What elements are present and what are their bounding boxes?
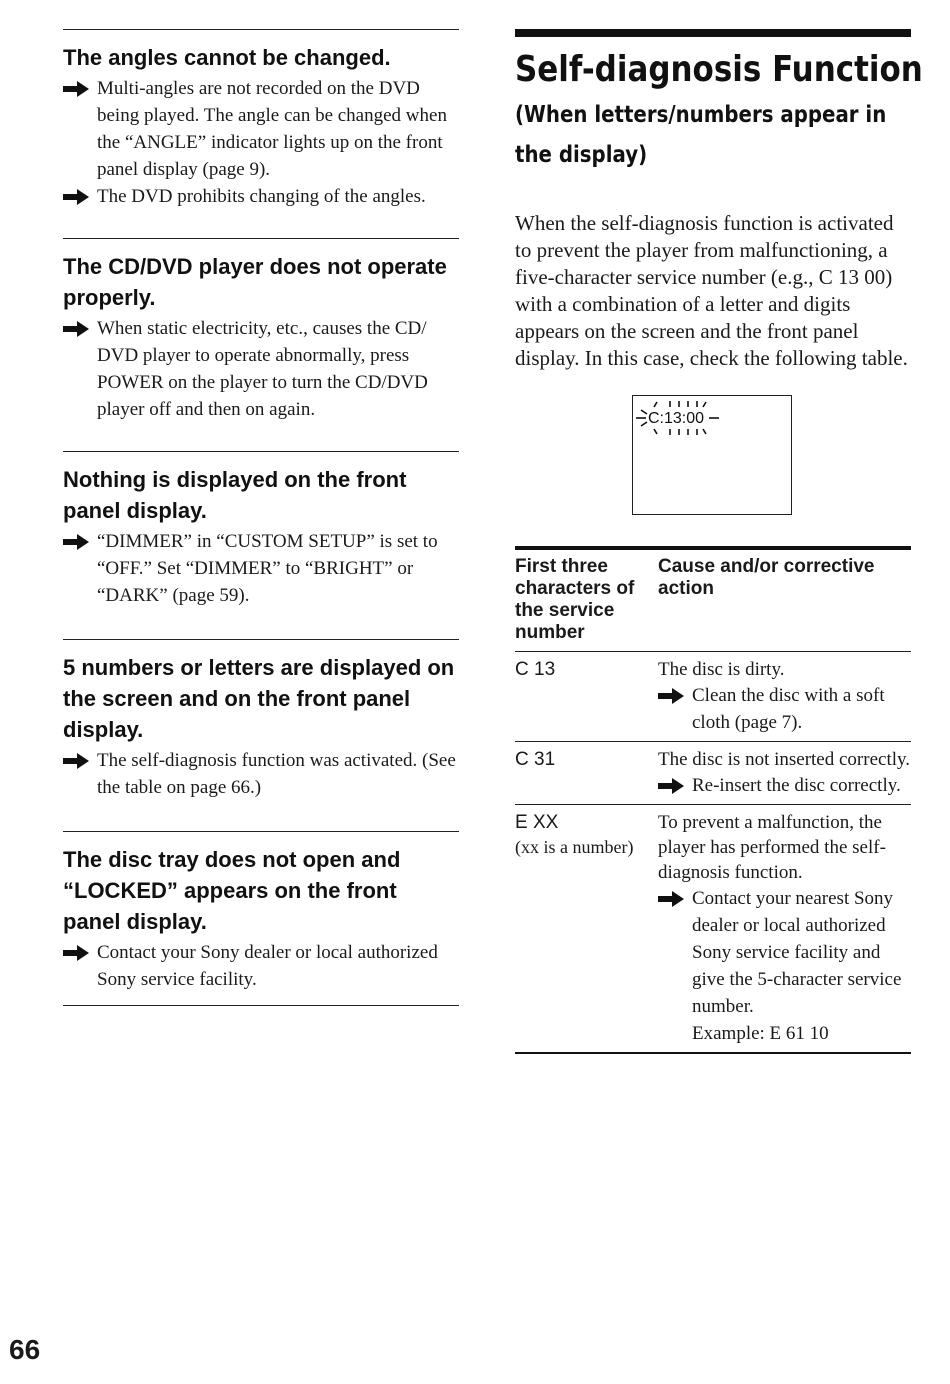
section-player-operation [63,238,459,451]
cause-text: The disc is dirty. [658,659,785,680]
page-title: Self-diagnosis Function [515,49,923,90]
solution-text: When static electricity, etc., causes the CD/ DVD player to operate abnormally, press POWER on the player to turn the CD/DVD player off and then on again. [97,318,428,420]
action-cell [658,805,911,1054]
action-text: Re-insert the disc correctly. [692,775,901,796]
cause-text: The disc is not inserted correctly. [658,749,911,770]
solution-text: Contact your Sony dealer or local authorized Sony service facility. [97,942,438,990]
right-arrow-icon [63,945,89,961]
service-code: E XX [515,812,559,833]
cause-text: To prevent a malfunction, the player has performed the self-diagnosis function. [658,812,886,883]
service-code-note: (xx is a number) [515,837,634,857]
page-subtitle: (When letters/numbers appear in the display) [515,102,887,168]
right-column [515,29,923,1054]
code-cell [515,652,658,742]
section-title: The disc tray does not open and “LOCKED” appears on the front panel display. [63,847,401,934]
action-text: Contact your nearest Sony dealer or local authorized Sony service facility and give the 5-character service number. [692,888,902,1017]
solution-item [63,75,459,183]
solution-item [63,183,459,238]
right-arrow-icon [63,534,89,550]
solution-item [63,939,459,1005]
table-row [515,652,911,742]
action-item [658,885,911,1047]
column-header-code: First three characters of the service number [515,548,658,652]
left-column [63,29,459,1006]
service-code: C 13 [515,659,556,680]
display-illustration [632,395,792,515]
service-code: C 31 [515,749,556,770]
solution-text: The self-diagnosis function was activated. (See the table on page 66.) [97,750,456,798]
right-arrow-icon [63,189,89,205]
example-text: Example: E 61 10 [692,1023,829,1044]
right-arrow-icon [658,778,684,794]
action-cell [658,652,911,742]
solution-text: The DVD prohibits changing of the angles. [97,186,426,207]
solution-item [63,315,459,451]
intro-paragraph: When the self-diagnosis function is activated to prevent the player from malfunctioning, a five-character service number (e.g., C 13 00) with a combination of a letter and digits appears on the screen and the front panel display. In this case, check the following table. [515,211,908,370]
title-rule [515,29,911,37]
action-item [658,772,911,799]
section-five-characters [63,639,459,831]
self-diagnosis-table [515,546,911,1054]
section-title: Nothing is displayed on the front panel display. [63,467,407,523]
solution-item [63,528,459,639]
page-number: 66 [9,1334,41,1365]
solution-text: Multi-angles are not recorded on the DVD being played. The angle can be changed when the “ANGLE” indicator lights up on the front panel display (page 9). [97,78,447,180]
service-number-display: C:13:00 [648,410,705,427]
action-item [658,682,911,736]
solution-text: “DIMMER” in “CUSTOM SETUP” is set to “OFF.” Set “DIMMER” to “BRIGHT” or “DARK” (page 59). [97,531,438,606]
section-title: The CD/DVD player does not operate properly. [63,254,447,310]
table-header-row [515,548,911,652]
table-row [515,742,911,805]
right-arrow-icon [63,81,89,97]
right-arrow-icon [658,891,684,907]
solution-item [63,747,459,831]
code-cell [515,742,658,805]
section-title: 5 numbers or letters are displayed on the screen and on the front panel display. [63,655,455,742]
right-arrow-icon [63,321,89,337]
section-angles [63,29,459,238]
section-tray-locked [63,831,459,1006]
action-text: Clean the disc with a soft cloth (page 7). [692,685,885,733]
table-row [515,805,911,1054]
right-arrow-icon [658,688,684,704]
column-header-action: Cause and/or corrective action [658,548,911,652]
section-title: The angles cannot be changed. [63,45,391,70]
code-cell [515,805,658,1054]
section-no-display [63,451,459,639]
action-cell [658,742,911,805]
right-arrow-icon [63,753,89,769]
